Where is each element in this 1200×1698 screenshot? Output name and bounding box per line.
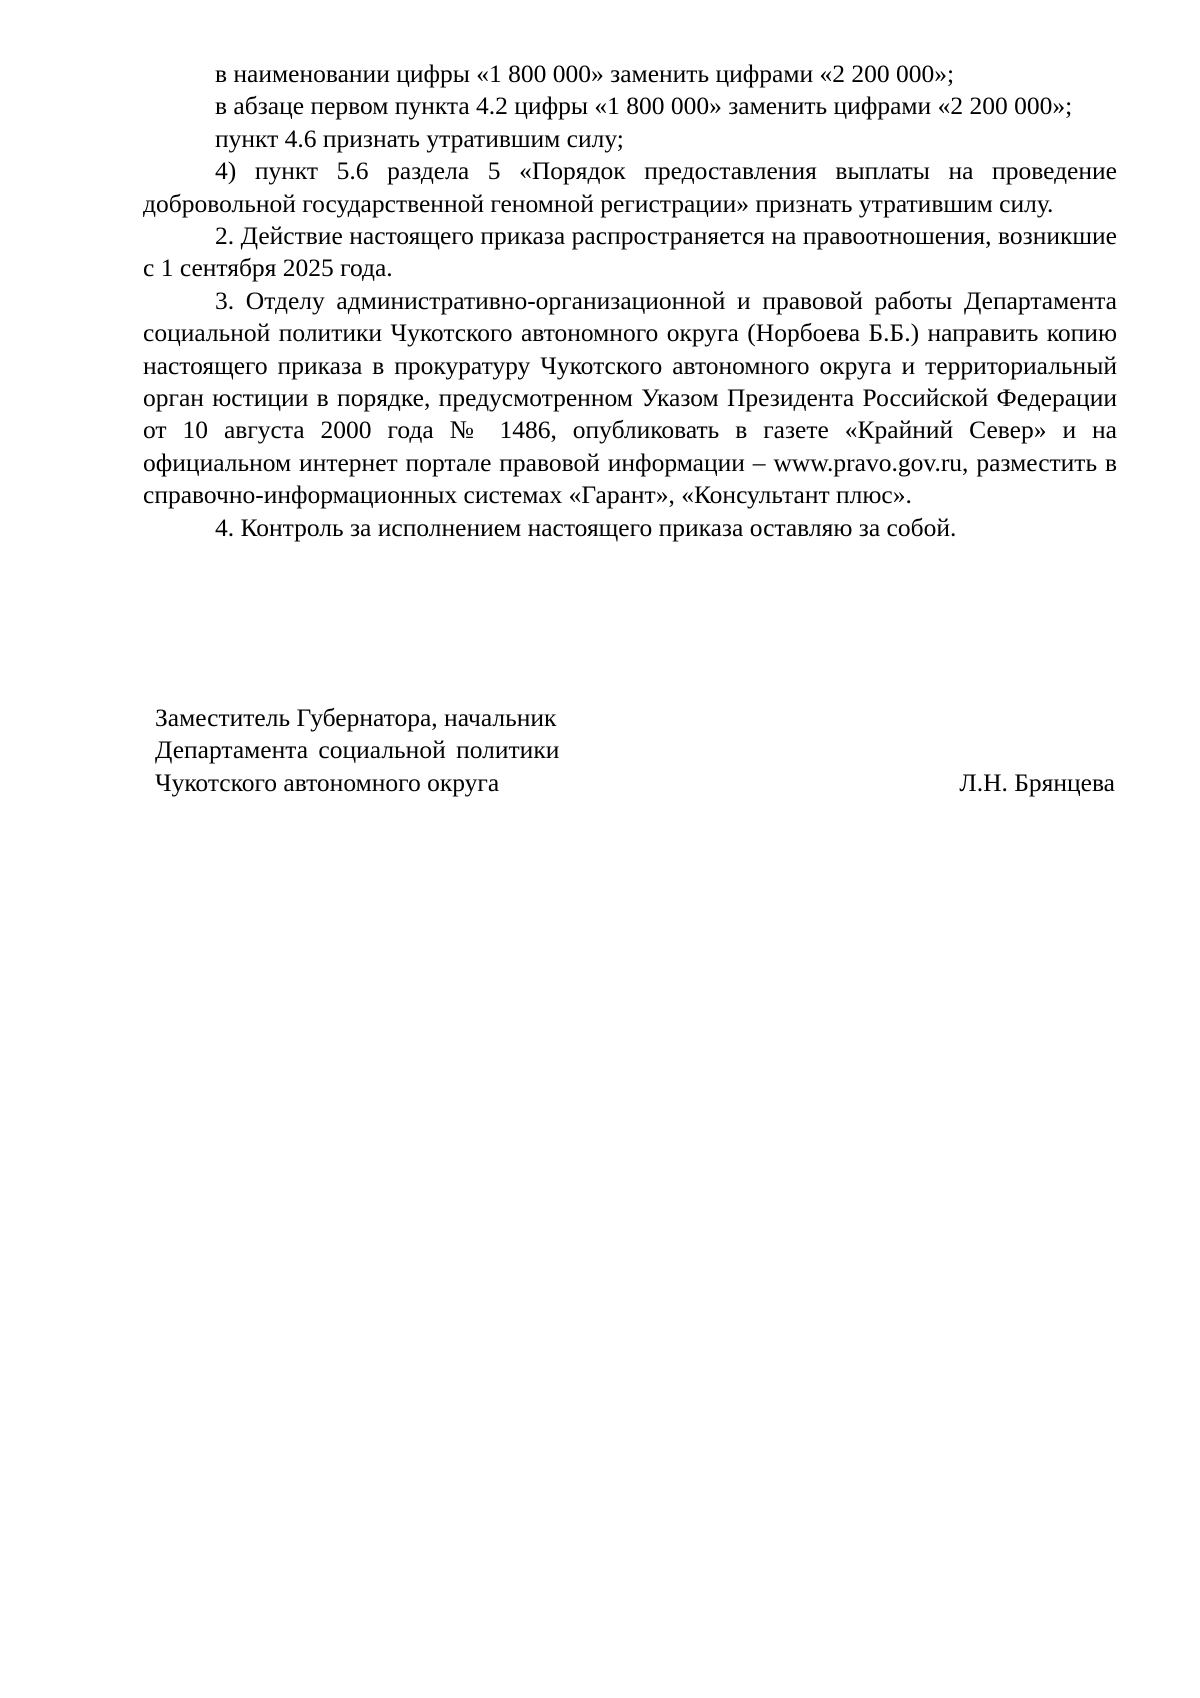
signature-block [155,702,1115,799]
signer-name: Л.Н. Брянцева [959,767,1115,797]
paragraph-effective-date: 2. Действие настоящего приказа распространяется на правоотношения, возникшие с 1 сентября 2025 года. [143,221,1117,283]
signer-position-line-1: Заместитель Губернатора, начальник [155,703,557,732]
paragraph-publication-order: 3. Отделу административно-организационной и правовой работы Департамента социальной политики Чукотского автономного округа (Норбоева Б.Б.) направить копию настоящего приказа в прокуратуру Чукотского автономного округа и территориальный орган юстиции в порядке, предусмотренном Указом Президента Российской Федерации от 10 августа 2000 года № 1486, опубликовать в газете «Крайний Север» и на официальном интернет портале правовой информации – www.pravo.gov.ru, разместить в справочно-информационных системах «Гарант», «Консультант плюс». [143,285,1117,510]
document-body [143,58,1117,544]
paragraph-name-amendment: в наименовании цифры «1 800 000» заменить цифрами «2 200 000»; [215,59,955,88]
paragraph-control: 4. Контроль за исполнением настоящего приказа оставляю за собой. [215,512,957,542]
paragraph-clause-5-6-repeal: 4) пункт 5.6 раздела 5 «Порядок предоставления выплаты на проведение добровольной государственной геномной регистрации» признать утратившим силу. [143,156,1117,218]
signer-position-line-2: Департамента социальной политики [155,735,560,765]
paragraph-clause-4-2-amendment: в абзаце первом пункта 4.2 цифры «1 800 000» заменить цифрами «2 200 000»; [215,91,1073,121]
signer-position-line-3: Чукотского автономного округа [155,767,500,797]
paragraph-clause-4-6-repeal: пункт 4.6 признать утратившим силу; [215,123,624,153]
